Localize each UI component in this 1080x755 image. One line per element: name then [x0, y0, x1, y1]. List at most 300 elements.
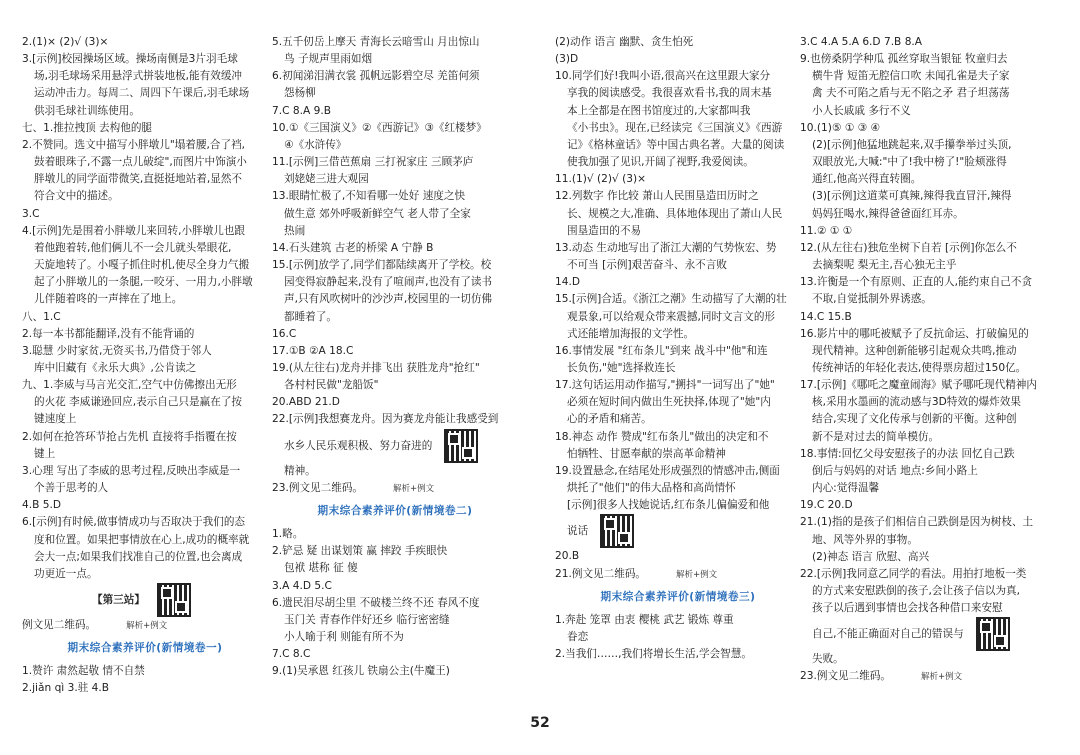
answer-line: [272, 360, 518, 377]
answer-line: [555, 612, 801, 629]
answer-text: 17.[示例]《哪吒之魔童闹海》赋予哪吒现代精神内: [800, 379, 1037, 392]
answer-line: [22, 309, 268, 326]
answer-line: [272, 646, 518, 663]
answer-text: (2)动作 语言 幽默、贪生怕死: [555, 36, 694, 48]
answer-line: [272, 429, 518, 463]
answer-line: [272, 612, 518, 629]
answer-text: 自己,不能正确面对自己的错误与: [812, 628, 964, 641]
answer-line: [272, 543, 518, 560]
answer-line: [555, 223, 801, 240]
answer-line: [272, 394, 518, 411]
answer-text: 2.jiǎn qì 3.驻 4.B: [22, 682, 110, 695]
answer-text: 键速度上: [34, 413, 77, 426]
answer-line: [800, 411, 1062, 428]
answer-text: 传统神话的年轻化表达,使得票房超过150亿。: [812, 361, 1027, 374]
answer-line: [272, 463, 518, 480]
answer-line: [22, 240, 268, 257]
answer-text: 12.列数字 作比较 萧山人民围垦造田历时之: [555, 190, 759, 203]
answer-line: [272, 663, 518, 680]
answer-text: (3)D: [555, 53, 579, 66]
answer-line: [272, 206, 518, 223]
qr-note-line: [555, 566, 801, 583]
answer-line: [272, 595, 518, 612]
qr-caption: 解析+例文: [921, 672, 963, 683]
answer-text: 18.事情:回忆父母安慰孩子的办法 回忆自己跌: [800, 447, 1015, 460]
answer-text: 19.设置悬念,在结尾处形成强烈的情感冲击,侧面: [555, 464, 780, 477]
answer-text: 地、风等外界的事物。: [812, 533, 918, 546]
answer-text: 儿伴随着咚的一声摔在了地上。: [34, 293, 183, 306]
answer-text: 结合,实现了文化传承与创新的平衡。这种创: [812, 413, 1017, 426]
answer-line: [22, 68, 268, 85]
answer-line: [272, 343, 518, 360]
answer-text: 20.ABD 21.D: [272, 396, 340, 409]
answer-text: 说话: [567, 525, 589, 538]
answer-column-2: [272, 34, 518, 724]
answer-text: 20.B: [555, 550, 580, 563]
answer-line: [272, 137, 518, 154]
answer-text: 各村村民做"龙船饭": [284, 379, 379, 392]
qr-caption: 解析+例文: [393, 483, 435, 494]
answer-text: 11.② ① ①: [800, 224, 853, 237]
answer-line: [22, 257, 268, 274]
answer-line: [800, 326, 1062, 343]
answer-text: 3.[示例]校园操场区域。操场南侧是3片羽毛球: [22, 53, 238, 66]
answer-text: 《小书虫》。现在,已经读完《三国演义》《西游: [567, 121, 783, 134]
answer-text: 内心:觉得温馨: [812, 482, 880, 495]
answer-text: 新不是对过去的简单模仿。: [812, 430, 940, 443]
answer-line: [22, 343, 268, 360]
answer-text: 不取,自觉抵制外界诱惑。: [812, 293, 932, 306]
answer-line: [800, 377, 1062, 394]
answer-text: 21.例文见二维码。: [555, 567, 647, 580]
answer-line: [272, 68, 518, 85]
answer-text: 七、1.推拉拽顶 去构他的腿: [22, 121, 153, 134]
answer-line: [22, 429, 268, 446]
answer-text: 22.[示例]我同意乙同学的看法。用拍打地板一类: [800, 567, 1027, 580]
answer-text: 23.例文见二维码。: [800, 670, 892, 683]
answer-text: 倒后与妈妈的对话 地点:乡间小路上: [812, 464, 978, 477]
answer-text: 九、1.李威与马言光交汇,空气中仿佛擦出无形: [22, 379, 237, 392]
answer-line: [555, 463, 801, 480]
answer-line: [555, 446, 801, 463]
answer-line: [272, 120, 518, 137]
answer-text: 本上全都是在图书馆度过的,大家都叫我: [567, 104, 751, 117]
answer-text: 14.C 15.B: [800, 310, 852, 323]
answer-line: [272, 257, 518, 274]
answer-line: [272, 560, 518, 577]
answer-line: [22, 532, 268, 549]
answer-line: [800, 532, 1062, 549]
answer-line: [800, 480, 1062, 497]
answer-text: 享我的阅读感受。我很喜欢看书,我的周末基: [567, 87, 772, 100]
answer-line: [22, 377, 268, 394]
answer-line: [22, 188, 268, 205]
answer-line: [272, 526, 518, 543]
answer-line: [555, 103, 801, 120]
answer-text: 19.(从左往右)龙舟并排飞出 获胜龙舟"抢红": [272, 361, 480, 374]
answer-text: 着他跑着转,他们俩儿不一会儿就头晕眼花,: [34, 241, 232, 254]
answer-text: 怕牺牲、甘愿奉献的崇高革命精神: [567, 447, 726, 460]
answer-text: 禽 夫不可陷之盾与无不陷之矛 君子坦荡荡: [812, 87, 1010, 100]
answer-text: 小人长戚戚 多行不义: [812, 104, 911, 117]
answer-text: 怨杨柳: [284, 87, 316, 100]
answer-text: 12.(从左往右)独危坐树下自若 [示例]你怎么不: [800, 241, 1017, 254]
answer-line: [22, 497, 268, 514]
answer-line: [22, 446, 268, 463]
answer-text: 胖墩儿的同学面带微笑,直挺挺地站着,显然不: [34, 173, 243, 186]
answer-text: 14.石头建筑 古老的桥梁 A 宁静 B: [272, 241, 434, 254]
answer-text: 1.略。: [272, 528, 304, 541]
answer-line: [555, 171, 801, 188]
answer-line: [555, 429, 801, 446]
answer-text: 17.这句话运用动作描写,"搠抖"一词写出了"她": [555, 379, 775, 392]
answer-line: [22, 223, 268, 240]
answer-line: [22, 34, 268, 51]
answer-text: 7.C 8.C: [272, 648, 311, 661]
answer-text: 16.事情发展 "红布条儿"到来 战斗中"他"和连: [555, 344, 768, 357]
answer-text: 记》《格林童话》等中国古典名著。大量的阅读: [567, 138, 785, 151]
answer-text: (3)[示例]这道菜可真辣,辣得我直冒汗,辣得: [812, 190, 1012, 203]
answer-text: 13.眼睛忙极了,不知看哪一处好 速度之快: [272, 190, 466, 203]
answer-text: 双眼放光,大喊:"中了!我中榜了!"脸颊涨得: [812, 156, 1007, 169]
answer-column-1: [22, 34, 268, 724]
answer-line: [800, 188, 1062, 205]
answer-text: 3.C 4.A 5.A 6.D 7.B 8.A: [800, 36, 923, 48]
answer-line: [555, 34, 801, 51]
answer-line: [555, 360, 801, 377]
answer-line: [272, 578, 518, 595]
answer-text: 妈妈狂喝水,辣得爸爸面红耳赤。: [812, 207, 964, 220]
answer-line: [800, 617, 1062, 651]
answer-text: 11.[示例]三借芭蕉扇 三打祝家庄 三顾茅庐: [272, 156, 474, 169]
answer-text: 必须在短时间内做出生死抉择,体现了"她"内: [567, 396, 771, 409]
answer-text: ④《水浒传》: [284, 138, 347, 151]
answer-text: 13.动态 生动地写出了浙江大潮的气势恢宏、势: [555, 241, 777, 254]
answer-text: 3.心理 写出了李威的思考过程,反映出李威是一: [22, 464, 241, 477]
answer-line: [555, 411, 801, 428]
answer-text: 6.初闻涕泪满衣裳 孤帆远影碧空尽 羌笛何须: [272, 70, 480, 83]
answer-text: 期末综合素养评价(新情境卷二): [317, 504, 473, 517]
answer-line: [22, 291, 268, 308]
answer-line: [555, 646, 801, 663]
answer-text: 核,采用水墨画的流动感与3D特效的爆炸效果: [812, 396, 1021, 409]
answer-text: 供羽毛球社训练使用。: [34, 104, 140, 117]
answer-text: 天旋地转了。小嘎子抓住时机,使尽全身力气搬: [34, 259, 250, 272]
answer-line: [800, 34, 1062, 51]
answer-line: [22, 154, 268, 171]
answer-line: [22, 411, 268, 428]
qr-caption: 解析+例文: [126, 621, 168, 631]
answer-text: 19.C 20.D: [800, 499, 853, 512]
answer-text: 2.如何在抢答环节抢占先机 直接将手指覆在按: [22, 430, 237, 443]
answer-text: 小人喻于利 则能有所不为: [284, 631, 404, 643]
answer-text: 1.赞许 肃然起敬 情不自禁: [22, 665, 145, 678]
answer-line: [800, 343, 1062, 360]
qr-code-icon[interactable]: [157, 583, 191, 617]
answer-line: [22, 51, 268, 68]
answer-text: 水乡人民乐观积极、努力奋进的: [284, 439, 433, 452]
answer-text: 会大一点;如果我们找准自己的位置,也会离成: [34, 550, 243, 563]
answer-line: [272, 240, 518, 257]
answer-line: [555, 51, 801, 68]
answer-line: [272, 274, 518, 291]
answer-text: 1.奔赴 笼罩 由衷 樱桃 武艺 锻炼 尊重: [555, 613, 734, 626]
answer-line: [800, 309, 1062, 326]
answer-text: 2.当我们……,我们将增长生活,学会智慧。: [555, 648, 752, 661]
answer-text: 通红,他高兴得直转圈。: [812, 173, 922, 186]
answer-line: [800, 463, 1062, 480]
answer-text: 使我加强了见识,开阔了视野,我爱阅读。: [567, 156, 754, 169]
answer-text: (2)[示例]他猛地跳起来,双手攥拳举过头顶,: [812, 138, 1012, 151]
answer-text: 长、规模之大,准确、具体地体现出了萧山人民: [567, 207, 783, 220]
answer-text: 例文见二维码。: [22, 619, 97, 631]
answer-line: [272, 51, 518, 68]
answer-line: [555, 240, 801, 257]
answer-text: 八、1.C: [22, 310, 61, 323]
answer-text: 鼓着眼珠子,不露一点儿破绽",而图片中饰演小: [34, 156, 247, 169]
qr-note-line: [22, 617, 268, 634]
answer-line: [555, 309, 801, 326]
answer-line: [800, 497, 1062, 514]
page-number: 52: [530, 715, 550, 731]
answer-text: 3.C: [22, 207, 40, 220]
answer-text: 21.(1)指的是孩子们相信自己跌倒是因为树枝、土: [800, 516, 1034, 529]
answer-text: 功更近一点。: [34, 567, 98, 580]
answer-line: [22, 360, 268, 377]
answer-line: [555, 326, 801, 343]
answer-text: 4.[示例]先是围着小胖墩儿来回转,小胖墩儿也跟: [22, 224, 246, 237]
answer-line: [272, 377, 518, 394]
answer-text: 16.影片中的哪吒被赋予了反抗命运、打破偏见的: [800, 327, 1029, 340]
answer-column-4: [800, 34, 1062, 724]
answer-line: [555, 120, 801, 137]
answer-line: [800, 68, 1062, 85]
answer-line: [272, 188, 518, 205]
answer-line: [800, 583, 1062, 600]
answer-line: [800, 85, 1062, 102]
answer-line: [22, 680, 268, 697]
answer-line: [272, 154, 518, 171]
answer-text: 包袱 堪称 征 傻: [284, 562, 358, 575]
answer-line: [800, 257, 1062, 274]
answer-text: 观景象,可以给观众带来震撼,同时文言文的形: [567, 310, 776, 323]
answer-text: 横牛背 短笛无腔信口吹 未闻孔雀是夫子家: [812, 70, 1010, 83]
answer-line: [800, 274, 1062, 291]
answer-line: [800, 360, 1062, 377]
answer-text: 烘托了"他们"的伟大品格和高尚情怀: [567, 482, 736, 495]
answer-line: [800, 51, 1062, 68]
answer-text: 期末综合素养评价(新情境卷一): [67, 642, 223, 655]
qr-note-line: [272, 480, 518, 497]
answer-line: [800, 549, 1062, 566]
answer-text: 2.不赞同。选文中描写小胖墩儿"塌着腰,合了裆,: [22, 138, 245, 151]
answer-text: 22.[示例]我想赛龙舟。因为赛龙舟能让我感受到: [272, 413, 499, 426]
answer-text: 2.(1)× (2)√ (3)×: [22, 36, 109, 48]
answer-text: 16.C: [272, 327, 297, 340]
answer-line: [22, 171, 268, 188]
answer-text: 围垦造田的不易: [567, 224, 642, 237]
answer-text: 13.许衡是一个有原则、正直的人,能约束自己不贪: [800, 276, 1033, 289]
answer-text: 15.[示例]放学了,同学们都陆续离开了学校。校: [272, 259, 492, 272]
answer-line: [555, 548, 801, 565]
answer-line: [555, 394, 801, 411]
answer-text: 失败。: [812, 653, 844, 666]
answer-text: 2.铲忌 疑 出谋划策 赢 摔跤 手疾眼快: [272, 545, 448, 558]
answer-text: 18.神态 动作 赞成"红布条儿"做出的决定和不: [555, 430, 769, 443]
answer-line: [800, 394, 1062, 411]
answer-line: [800, 223, 1062, 240]
answer-line: [800, 429, 1062, 446]
answer-text: 做生意 郊外呼吸新鲜空气 老人带了全家: [284, 207, 471, 220]
answer-line: [555, 68, 801, 85]
answer-line: [555, 480, 801, 497]
answer-line: [22, 566, 268, 583]
answer-line: [22, 274, 268, 291]
answer-text: 3.聪慧 少时家贫,无资买书,乃借贷于邻人: [22, 344, 212, 357]
answer-line: [555, 85, 801, 102]
answer-text: 期末综合素养评价(新情境卷三): [600, 590, 756, 603]
answer-text: 精神。: [284, 464, 316, 477]
answer-line: [272, 411, 518, 428]
answer-line: [555, 137, 801, 154]
answer-text: 6.遗民泪尽胡尘里 不破楼兰终不还 春风不度: [272, 596, 480, 609]
answer-text: 11.(1)√ (2)√ (3)×: [555, 173, 646, 186]
answer-line: [22, 137, 268, 154]
answer-text: 9.也傍桑阴学种瓜 孤丝穿取当银钲 牧童归去: [800, 53, 1008, 66]
qr-note-line: [800, 668, 1062, 685]
answer-text: 热闹: [284, 224, 306, 237]
answer-line: [22, 663, 268, 680]
answer-line: [272, 223, 518, 240]
answer-text: 个善于思考的人: [34, 482, 109, 495]
answer-text: 刘姥姥三进大观园: [284, 173, 369, 186]
answer-text: 玉门关 青春作伴好还乡 临行密密缝: [284, 613, 450, 626]
answer-line: [22, 549, 268, 566]
answer-text: 声,只有风吹树叶的沙沙声,校园里的一切仿佛: [284, 293, 493, 306]
answer-line: [22, 463, 268, 480]
answer-line: [800, 291, 1062, 308]
answer-text: 10.(1)⑤ ① ③ ④: [800, 121, 880, 134]
answer-line: [555, 497, 801, 514]
answer-line: [555, 188, 801, 205]
answer-line: [800, 651, 1062, 668]
answer-line: [800, 120, 1062, 137]
answer-text: 度和位置。如果把事情放在心上,成功的概率就: [34, 533, 250, 546]
answer-line: [272, 629, 518, 646]
answer-text: 4.B 5.D: [22, 499, 62, 512]
station-heading: [22, 583, 268, 617]
answer-text: 14.D: [555, 276, 581, 289]
answer-line: [272, 326, 518, 343]
answer-line: [272, 85, 518, 102]
answer-line: [555, 206, 801, 223]
answer-column-3: [555, 34, 801, 724]
answer-text: 【第三站】: [92, 594, 145, 606]
answer-line: [22, 206, 268, 223]
answer-line: [22, 394, 268, 411]
answer-text: (2)神态 语言 欣慰、高兴: [812, 550, 930, 563]
answer-text: 的火花 李威谦逊回应,表示自己只是赢在了按: [34, 396, 243, 409]
answer-line: [800, 600, 1062, 617]
answer-text: 5.五千仞岳上摩天 青海长云暗雪山 月出惊山: [272, 36, 480, 48]
answer-text: 园变得寂静起来,没有了喧闹声,也没有了读书: [284, 276, 493, 289]
answer-text: 9.(1)吴承恩 红孩儿 铁扇公主(牛魔王): [272, 665, 450, 678]
answer-line: [555, 377, 801, 394]
answer-text: 去摘梨呢 梨无主,吾心独无主乎: [812, 259, 957, 272]
answer-text: 起了小胖墩儿的一条腿,一咬牙、一用力,小胖墩: [34, 276, 253, 289]
section-heading: [555, 589, 801, 606]
answer-text: 17.①B ②A 18.C: [272, 344, 354, 357]
answer-text: 7.C 8.A 9.B: [272, 104, 331, 117]
answer-line: [800, 514, 1062, 531]
qr-caption: 解析+例文: [676, 569, 718, 580]
answer-line: [555, 343, 801, 360]
answer-text: 的方式来安慰跌倒的孩子,会让孩子信以为真,: [812, 585, 1021, 597]
answer-line: [22, 103, 268, 120]
answer-text: 式还能增加海报的文学性。: [567, 327, 695, 340]
answer-text: 都睡着了。: [284, 310, 337, 323]
answer-text: 不可当 [示例]艰苦奋斗、永不言败: [567, 259, 727, 272]
qr-code-icon[interactable]: [600, 514, 634, 548]
answer-line: [272, 291, 518, 308]
answer-line: [800, 566, 1062, 583]
answer-line: [272, 309, 518, 326]
answer-text: 眷恋: [567, 631, 589, 643]
answer-text: 3.A 4.D 5.C: [272, 579, 332, 592]
answer-text: 场,羽毛球场采用悬浮式拼装地板,能有效缓冲: [34, 70, 243, 83]
answer-text: 15.[示例]合适。《浙江之潮》生动描写了大潮的壮: [555, 293, 787, 306]
answer-text: 10.同学们好!我叫小语,很高兴在这里跟大家分: [555, 70, 771, 83]
answer-line: [22, 120, 268, 137]
answer-text: 2.每一本书都能翻译,没有不能背诵的: [22, 327, 195, 340]
answer-line: [800, 206, 1062, 223]
answer-text: 孩子以后遇到事情也会找各种借口来安慰: [812, 602, 1003, 615]
answer-text: [示例]很多人找她说话,红布条儿偏偏爱和他: [567, 499, 770, 512]
answer-line: [800, 154, 1062, 171]
answer-line: [555, 257, 801, 274]
answer-line: [555, 514, 801, 548]
qr-code-icon[interactable]: [976, 617, 1010, 651]
answer-text: 现代精神。这种创新能够引起观众共鸣,推动: [812, 344, 1017, 357]
answer-text: 6.[示例]有时候,做事情成功与否取决于我们的态: [22, 516, 246, 529]
answer-text: 键上: [34, 447, 56, 460]
answer-text: 库中旧藏有《永乐大典》,公肯读之: [34, 361, 197, 374]
answer-text: 23.例文见二维码。: [272, 481, 364, 494]
answer-line: [272, 103, 518, 120]
answer-line: [22, 480, 268, 497]
answer-line: [555, 154, 801, 171]
answer-line: [800, 171, 1062, 188]
answer-line: [555, 274, 801, 291]
answer-line: [272, 171, 518, 188]
answer-line: [555, 629, 801, 646]
qr-code-icon[interactable]: [444, 429, 478, 463]
answer-text: 鸟 子规声里雨如烟: [284, 53, 373, 66]
answer-line: [22, 85, 268, 102]
answer-line: [800, 446, 1062, 463]
answer-line: [555, 291, 801, 308]
answer-line: [800, 103, 1062, 120]
section-heading: [272, 503, 518, 520]
answer-text: 心的矛盾和痛苦。: [567, 413, 652, 426]
answer-line: [800, 137, 1062, 154]
answer-line: [800, 240, 1062, 257]
answer-text: 符合文中的描述。: [34, 190, 119, 203]
answer-line: [22, 326, 268, 343]
answer-line: [22, 514, 268, 531]
answer-text: 运动冲击力。每周二、周四下午课后,羽毛球场: [34, 87, 250, 100]
answer-line: [272, 34, 518, 51]
